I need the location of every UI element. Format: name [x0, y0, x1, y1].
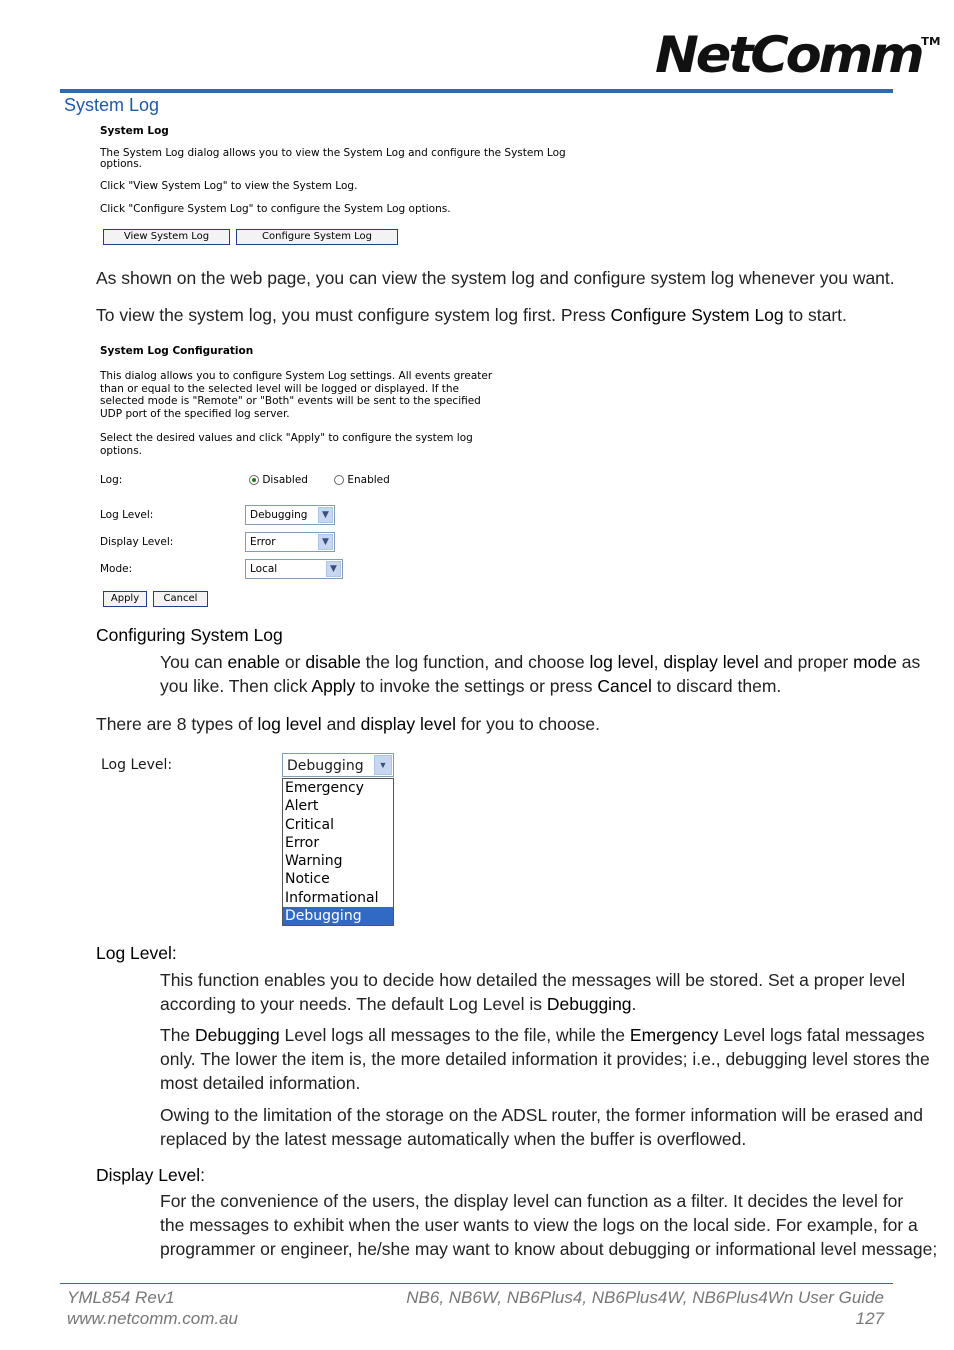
view-system-log-button[interactable]: View System Log: [103, 229, 230, 245]
option-critical[interactable]: Critical: [285, 816, 334, 833]
dropdown-demo-select[interactable]: Debugging ▼: [282, 753, 394, 777]
option-warning[interactable]: Warning: [285, 853, 343, 870]
config-panel-title: System Log Configuration: [100, 345, 254, 357]
footer-models: NB6, NB6W, NB6Plus4, NB6Plus4W, NB6Plus4Wn: [406, 1288, 794, 1307]
mode-label: Mode:: [100, 563, 133, 575]
display-level-paragraph: For the convenience of the users, the display level can function as a filter. It decides the level for the messages to exhibit when the user wants to view the logs on the local side. For example, for a programmer or engineer, he/she may want to know about debugging or informational level message;: [160, 1191, 938, 1259]
display-level-select[interactable]: Error ▼: [245, 532, 335, 552]
apply-button[interactable]: Apply: [103, 591, 147, 607]
footer-doc-id: YML854 Rev1: [67, 1288, 175, 1307]
display-level-heading: Display Level:: [96, 1165, 205, 1185]
types-paragraph: There are 8 types of log level and display level for you to choose.: [96, 714, 600, 734]
dropdown-options-list[interactable]: [282, 778, 394, 926]
netcomm-logo: NetComm TM: [655, 26, 941, 84]
radio-enabled[interactable]: [334, 475, 344, 485]
syslog-desc-line1: The System Log dialog allows you to view the System Log and configure the System Log: [100, 147, 566, 159]
page-number: 127: [855, 1309, 884, 1328]
config-panel-desc: This dialog allows you to configure System Log settings. All events greater than or equal to the selected level will be logged or displayed. If the selected mode is "Remote" or "Both" events will be sent to the specified UDP port of the specified log server.: [100, 370, 493, 420]
configure-system-log-button[interactable]: Configure System Log: [236, 229, 398, 245]
log-level-label: Log Level:: [100, 509, 154, 521]
configure-first-paragraph: To view the system log, you must configure system log first. Press Configure System Log to start.: [96, 305, 847, 325]
display-level-label: Display Level:: [100, 536, 174, 548]
configuring-heading: Configuring System Log: [96, 625, 283, 645]
chevron-down-icon: ▼: [318, 507, 333, 523]
syslog-panel-title: System Log: [100, 125, 169, 137]
log-level-paragraph-2: The Debugging Level logs all messages to the file, while the Emergency Level logs fatal messages only. The lower the item is, the more detailed information it provides; i.e., debugging level stores the most detailed information.: [160, 1025, 930, 1093]
footer-rule: [60, 1283, 893, 1284]
header-rule: [60, 89, 893, 93]
syslog-hint-config: Click "Configure System Log" to configure the System Log options.: [100, 203, 451, 215]
chevron-down-icon: ▼: [326, 561, 341, 577]
intro-paragraph: As shown on the web page, you can view the system log and configure system log whenever you want.: [96, 268, 895, 288]
footer-right: NB6, NB6W, NB6Plus4, NB6Plus4W, NB6Plus4Wn User Guide 127: [406, 1288, 884, 1328]
syslog-desc-line2: options.: [100, 158, 143, 170]
radio-disabled[interactable]: [249, 475, 259, 485]
section-title: System Log: [64, 95, 160, 115]
log-disabled-option[interactable]: Disabled: [249, 474, 308, 486]
footer-url[interactable]: www.netcomm.com.au: [67, 1309, 238, 1328]
chevron-down-icon: ▼: [374, 755, 392, 775]
option-error[interactable]: Error: [285, 834, 320, 851]
option-emergency[interactable]: Emergency: [285, 780, 364, 796]
dropdown-demo-label: Log Level:: [101, 757, 173, 773]
log-level-heading: Log Level:: [96, 943, 177, 963]
log-label: Log:: [100, 474, 123, 486]
option-informational[interactable]: Informational: [285, 889, 379, 906]
cancel-button[interactable]: Cancel: [153, 591, 208, 607]
option-notice[interactable]: Notice: [285, 871, 330, 888]
log-level-select[interactable]: Debugging ▼: [245, 505, 335, 525]
option-alert[interactable]: Alert: [285, 798, 319, 815]
log-level-paragraph-3: Owing to the limitation of the storage on the ADSL router, the former information will be erased and replaced by the latest message automatically when the buffer is overflowed.: [160, 1105, 923, 1149]
configuring-paragraph: You can enable or disable the log function, and choose log level, display level and proper mode as you like. Then click Apply to invoke the settings or press Cancel to discard them.: [160, 652, 921, 696]
log-enabled-option[interactable]: Enabled: [334, 474, 390, 486]
syslog-hint-view: Click "View System Log" to view the System Log.: [100, 180, 358, 192]
footer-left: [67, 1287, 238, 1329]
mode-select[interactable]: Local ▼: [245, 559, 343, 579]
chevron-down-icon: ▼: [318, 534, 333, 550]
option-debugging[interactable]: Debugging: [283, 907, 393, 925]
config-panel-desc2: Select the desired values and click "Apply" to configure the system log options.: [100, 432, 473, 457]
log-level-paragraph-1: This function enables you to decide how detailed the messages will be stored. Set a proper level according to your needs. The default Log Level is Debugging.: [160, 970, 906, 1014]
